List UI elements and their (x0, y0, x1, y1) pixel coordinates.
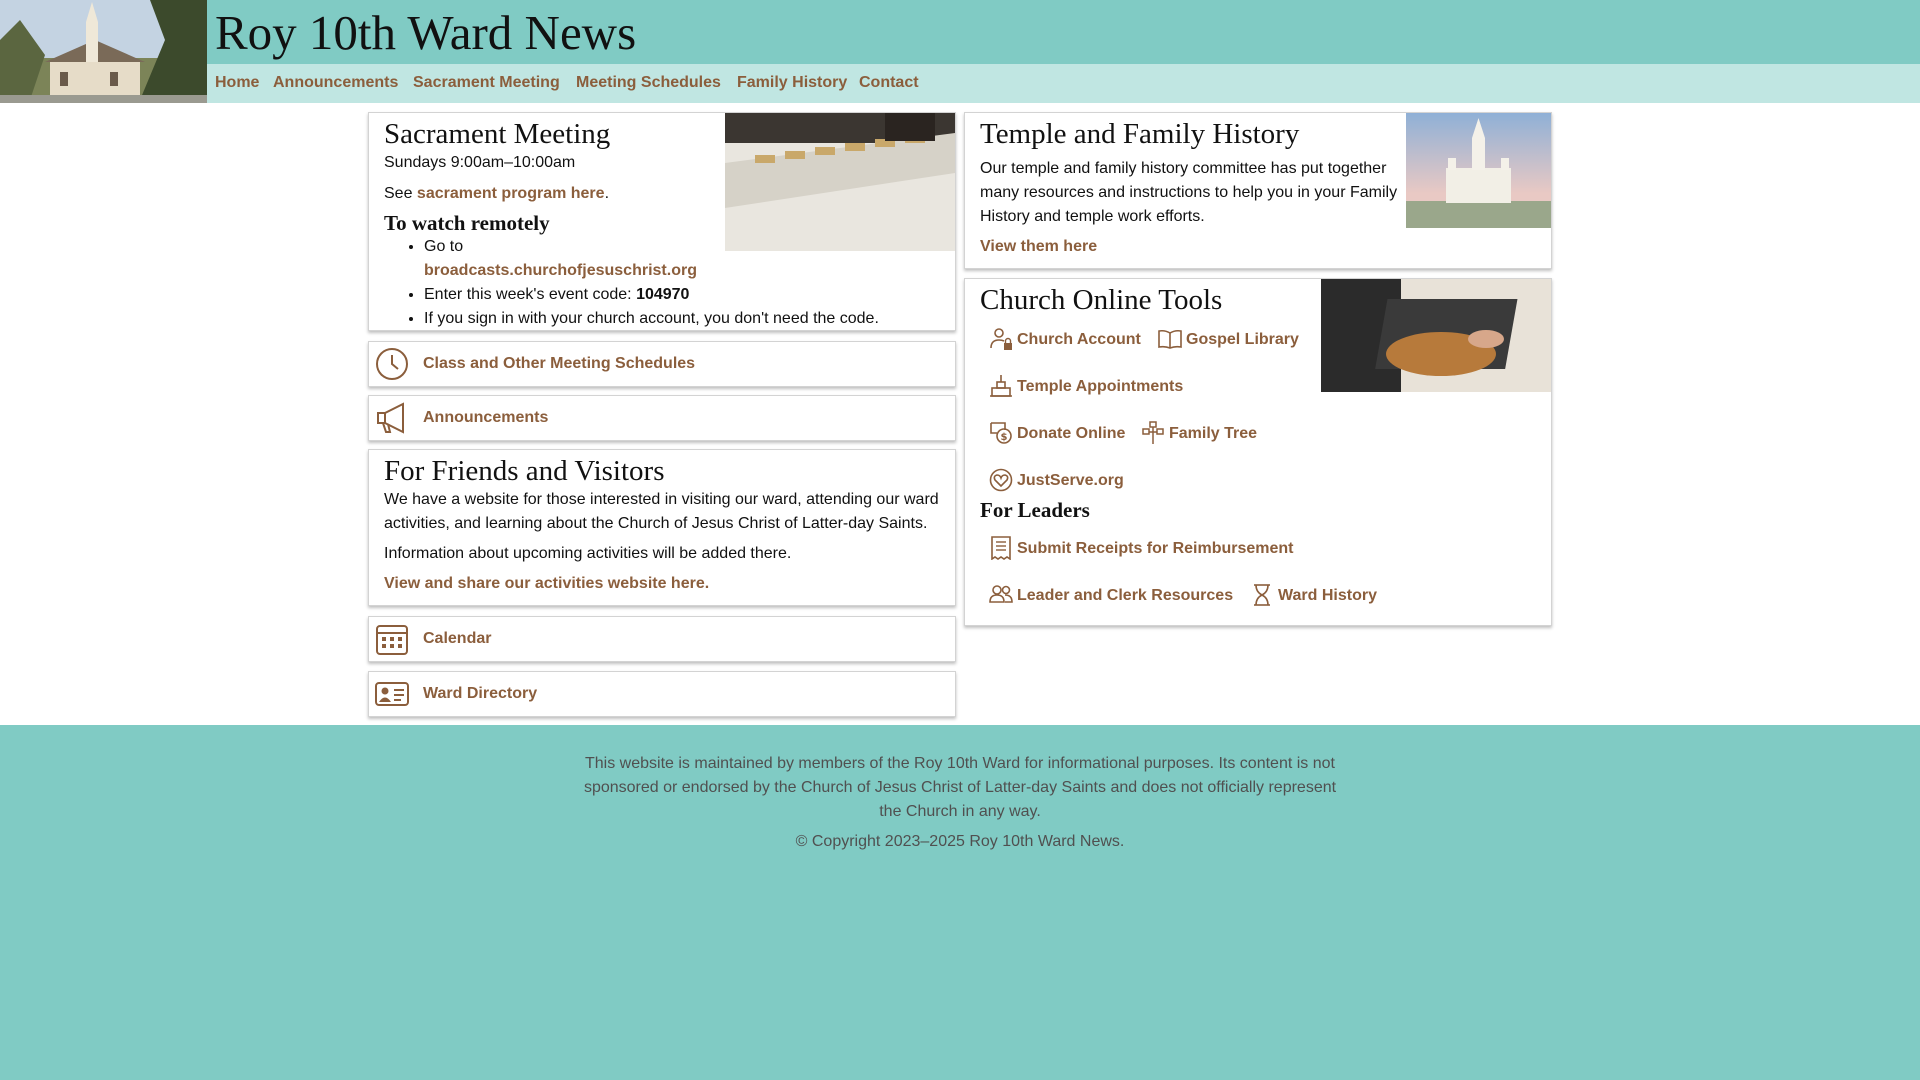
see-suffix: . (604, 185, 610, 202)
directory-strip[interactable] (368, 671, 956, 717)
temple-title: Temple and Family History (980, 118, 1300, 150)
justserve-label: JustServe.org (1017, 472, 1124, 489)
announcements-strip[interactable] (368, 395, 956, 441)
nav-home[interactable]: Home (215, 74, 260, 91)
people-icon (989, 583, 1013, 607)
svg-text:$: $ (1000, 432, 1008, 443)
calendar-icon (375, 622, 409, 656)
friends-description: We have a website for those interested in visiting our ward, attending our ward activities, and learning about the Church of Jesus Christ of Latter-day Saints. (384, 491, 939, 532)
heart-circle-icon (989, 468, 1013, 492)
sacrament-time: Sundays 9:00am–10:00am (384, 154, 576, 171)
friends-visitors-card (368, 449, 956, 606)
sacrament-meeting-card (368, 112, 956, 331)
family-tree-icon (1141, 421, 1165, 445)
open-book-icon (1158, 327, 1182, 351)
friends-upcoming-note: Information about upcoming activities will be added there. (384, 545, 792, 562)
sacrament-program-link[interactable]: sacrament program here (416, 185, 605, 202)
for-leaders-heading: For Leaders (980, 498, 1090, 522)
main-nav (207, 64, 1920, 103)
footer-disclaimer: This website is maintained by members of the Roy 10th Ward for informational purposes. Its content is not sponsored or endorsed by the Church of Jesus Christ of Latter-day Saints and does not officially represent the Church in any way. (583, 755, 1337, 820)
list-item (424, 283, 864, 307)
main-content (0, 103, 1920, 725)
temple-image (1406, 113, 1551, 228)
remote-heading: To watch remotely (384, 211, 550, 235)
family-tree-label: Family Tree (1169, 425, 1258, 442)
donate-icon (989, 421, 1013, 445)
site-header (0, 0, 1920, 103)
laptop-typing-image (1321, 279, 1551, 392)
broadcast-link[interactable]: broadcasts.churchofjesuschrist.org (424, 262, 697, 279)
receipt-icon (989, 536, 1013, 560)
nav-family-history[interactable]: Family History (737, 74, 848, 91)
ward-history-label: Ward History (1278, 587, 1377, 604)
code-prefix: Enter this week's event code: (424, 286, 637, 303)
schedules-link[interactable]: Class and Other Meeting Schedules (423, 355, 696, 372)
event-code: 104970 (636, 286, 690, 303)
announcements-link[interactable]: Announcements (423, 409, 549, 426)
list-item: • If you sign in with your church account, you don't need the code. (424, 307, 864, 331)
temple-appointments-label: Temple Appointments (1017, 378, 1184, 395)
footer-copyright: © Copyright 2023–2025 Roy 10th Ward News. (795, 833, 1125, 850)
directory-link[interactable]: Ward Directory (423, 685, 538, 702)
view-them-link[interactable]: View them here (980, 238, 1098, 255)
nav-announcements[interactable]: Announcements (273, 74, 399, 91)
donate-online-label: Donate Online (1017, 425, 1126, 442)
sacrament-program-line (384, 182, 864, 206)
tools-title: Church Online Tools (980, 284, 1223, 316)
submit-receipts-label: Submit Receipts for Reimbursement (1017, 540, 1294, 557)
friends-title: For Friends and Visitors (384, 455, 665, 487)
chapel-image (0, 0, 207, 103)
gospel-library-label: Gospel Library (1186, 331, 1299, 348)
see-prefix: See (384, 185, 417, 202)
contact-card-icon (375, 677, 409, 711)
temple-icon (989, 374, 1013, 398)
megaphone-icon (375, 401, 409, 435)
sacrament-title: Sacrament Meeting (384, 118, 611, 150)
church-account-label: Church Account (1017, 331, 1141, 348)
clock-icon (375, 347, 409, 381)
site-title: Roy 10th Ward News (215, 5, 637, 60)
remote-steps-list (384, 235, 879, 331)
nav-contact[interactable]: Contact (859, 74, 919, 91)
activities-website-link[interactable]: View and share our activities website here. (384, 575, 710, 592)
list-item (424, 235, 864, 283)
site-footer (0, 725, 1920, 1080)
hourglass-icon (1250, 583, 1274, 607)
account-lock-icon (989, 327, 1013, 351)
nav-meeting-schedules[interactable]: Meeting Schedules (576, 74, 721, 91)
calendar-link[interactable]: Calendar (423, 630, 492, 647)
go-to-text: Go to (424, 238, 464, 255)
temple-family-history-card (964, 112, 1552, 269)
temple-description: Our temple and family history committee has put together many resources and instructions to help you in your Family History and temple work efforts. (980, 160, 1398, 225)
schedules-strip[interactable] (368, 341, 956, 387)
church-online-tools-card (964, 278, 1552, 626)
calendar-strip[interactable] (368, 616, 956, 662)
site-logo-image[interactable] (0, 0, 207, 103)
leader-clerk-resources-label: Leader and Clerk Resources (1017, 587, 1234, 604)
nav-sacrament-meeting[interactable]: Sacrament Meeting (413, 74, 560, 91)
